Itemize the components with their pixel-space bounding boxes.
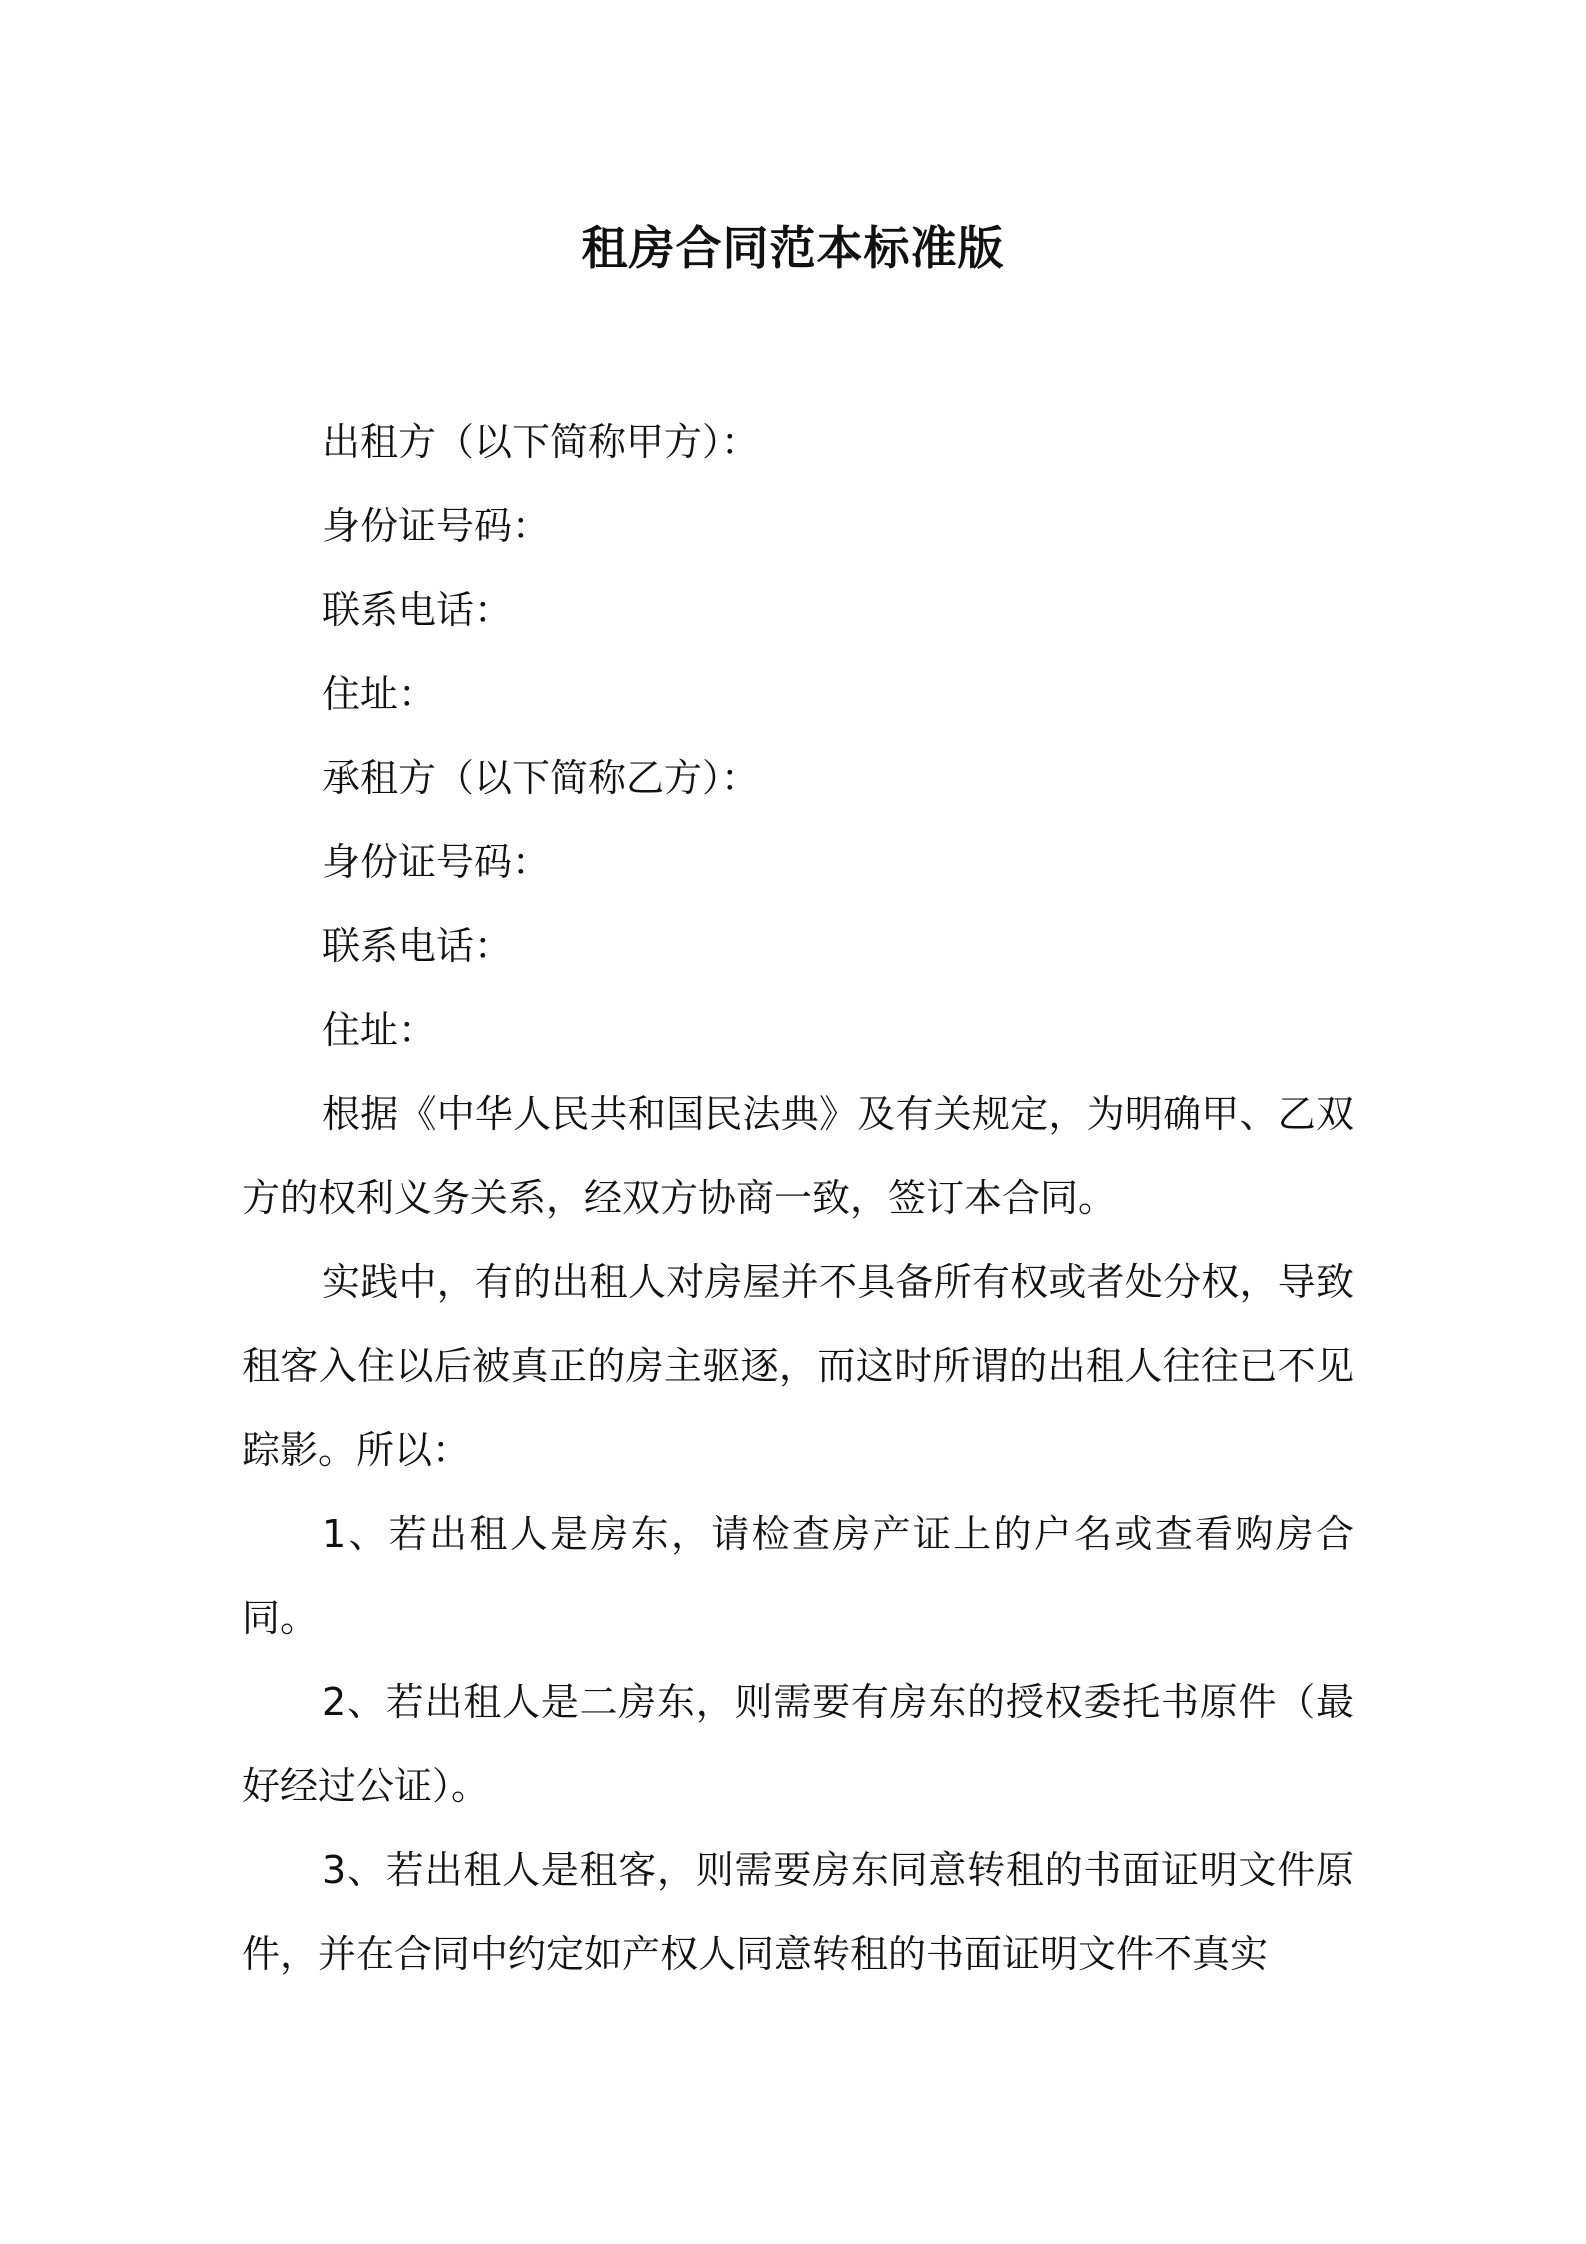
paragraph-legal-basis: 根据《中华人民共和国民法典》及有关规定，为明确甲、乙双方的权利义务关系，经双方协商一致，签订本合同。 [242,1092,1354,1220]
lessee-phone-field: 联系电话： [322,924,513,968]
paragraph-item-1: 1、若出租人是房东，请检查房产证上的户名或查看购房合同。 [242,1512,1354,1640]
document-title: 租房合同范本标准版 [581,221,1005,275]
lessee-id-field: 身份证号码： [322,840,551,884]
lessee-name-field: 承租方（以下简称乙方）： [322,756,760,800]
lessor-phone-field: 联系电话： [322,588,513,632]
lessee-address-field: 住址： [322,1008,437,1052]
lessor-id-field: 身份证号码： [322,504,551,548]
paragraph-item-2: 2、若出租人是二房东，则需要有房东的授权委托书原件（最好经过公证）。 [242,1680,1354,1808]
lessor-name-field: 出租方（以下简称甲方）： [322,420,760,464]
lessor-address-field: 住址： [322,672,437,716]
document-body [242,400,1354,1996]
paragraph-item-3: 3、若出租人是租客，则需要房东同意转租的书面证明文件原件，并在合同中约定如产权人同意转租的书面证明文件不真实 [242,1848,1354,1976]
paragraph-practice-note: 实践中，有的出租人对房屋并不具备所有权或者处分权，导致租客入住以后被真正的房主驱逐，而这时所谓的出租人往往已不见踪影。所以： [242,1260,1354,1472]
